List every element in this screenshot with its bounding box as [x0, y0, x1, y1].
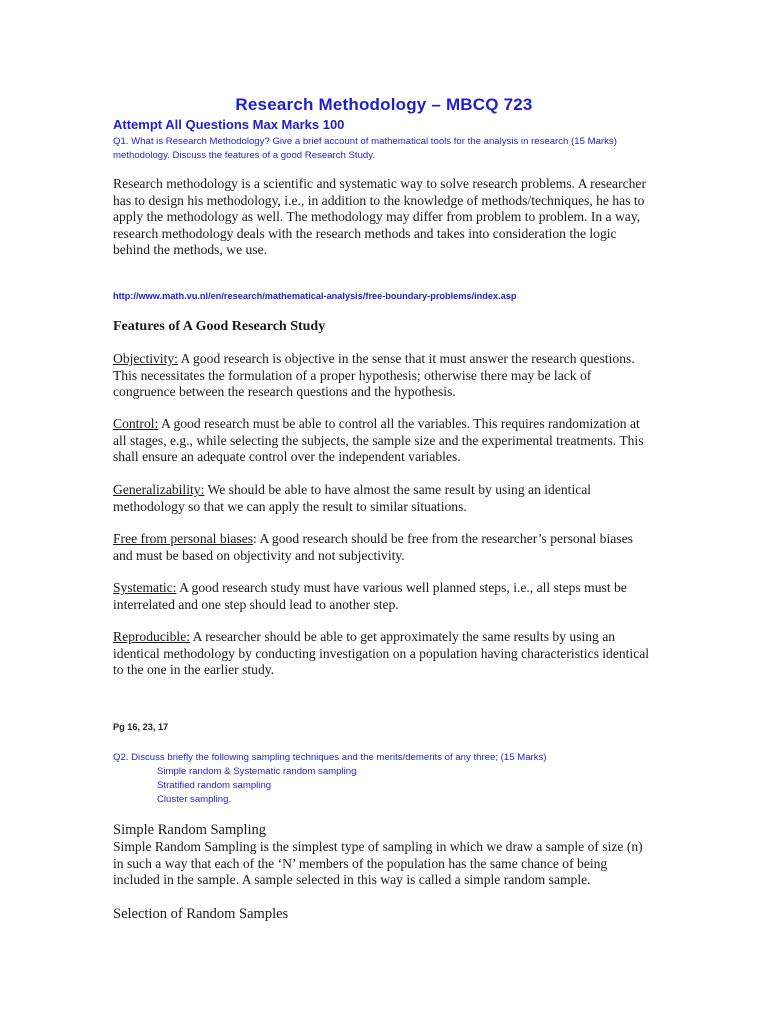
feature-text: A good research must be able to control all the variables. This requires randomization at all stages, e.g., while selecting the subjects, the sample size and the experimental treatments. This shall ensure an adequate control over the independent variables. — [113, 416, 644, 465]
feature-term: Free from personal biases — [113, 531, 254, 546]
document-title: Research Methodology – MBCQ 723 — [235, 95, 533, 114]
selection-heading: Selection of Random Samples — [113, 906, 289, 922]
q2-item: Cluster sampling. — [157, 794, 232, 805]
feature-term: Systematic: — [113, 580, 177, 595]
features-heading: Features of A Good Research Study — [113, 319, 326, 334]
feature-text: A good research study must have various well planned steps, i.e., all steps must be interrelated and one step should lead to another step. — [113, 580, 627, 612]
feature-systematic — [113, 580, 653, 613]
srs-paragraph: Simple Random Sampling is the simplest type of sampling in which we draw a sample of size (n) in such a way that each of the ‘N’ members of the population has the same chance of being included in the sample. A sample selected in this way is called a simple random sample. — [113, 839, 643, 888]
feature-term: Control: — [113, 416, 159, 431]
q2-item: Stratified random sampling — [157, 780, 272, 791]
feature-text: We should be able to have almost the same result by using an identical methodology so that we can apply the result to similar situations. — [113, 482, 592, 514]
question-1: Q1. What is Research Methodology? Give a brief account of mathematical tools for the analysis in research (15 Marks) methodology. Discuss the features of a good Research Study. — [113, 136, 617, 161]
feature-personal-biases — [113, 531, 653, 564]
feature-control — [113, 416, 653, 466]
feature-text: A good research is objective in the sense that it must answer the research questions. This necessitates the formulation of a proper hypothesis; otherwise there may be lack of congruence between the research questions and the hypothesis. — [113, 351, 635, 400]
feature-generalizability — [113, 482, 653, 515]
document-subtitle: Attempt All Questions Max Marks 100 — [113, 117, 345, 132]
q2-item: Simple random & Systematic random sampling — [157, 766, 357, 777]
question-2: Q2. Discuss briefly the following sampling techniques and the merits/demerits of any three; (15 Marks) — [113, 752, 547, 763]
feature-term: Reproducible: — [113, 629, 191, 644]
feature-reproducible — [113, 629, 653, 679]
srs-heading: Simple Random Sampling — [113, 822, 267, 838]
feature-text: : A good research should be free from the researcher’s personal biases and must be based on objectivity and not subjectivity. — [113, 531, 633, 563]
feature-text: A researcher should be able to get approximately the same results by using an identical methodology by conducting investigation on a population having characteristics identical to the one in the earlier study. — [113, 629, 650, 678]
feature-term: Objectivity: — [113, 351, 178, 366]
feature-objectivity — [113, 351, 653, 401]
feature-term: Generalizability: — [113, 482, 205, 497]
reference-link[interactable]: http://www.math.vu.nl/en/research/mathematical-analysis/free-boundary-problems/index.asp — [113, 291, 517, 301]
page-references: Pg 16, 23, 17 — [113, 722, 169, 732]
intro-paragraph: Research methodology is a scientific and systematic way to solve research problems. A researcher has to design his methodology, i.e., in addition to the knowledge of methods/techniques, he has to apply the methodology as well. The methodology may differ from problem to problem. In a way, research methodology deals with the research methods and takes into consideration the logic behind the methods, we use. — [113, 176, 646, 258]
